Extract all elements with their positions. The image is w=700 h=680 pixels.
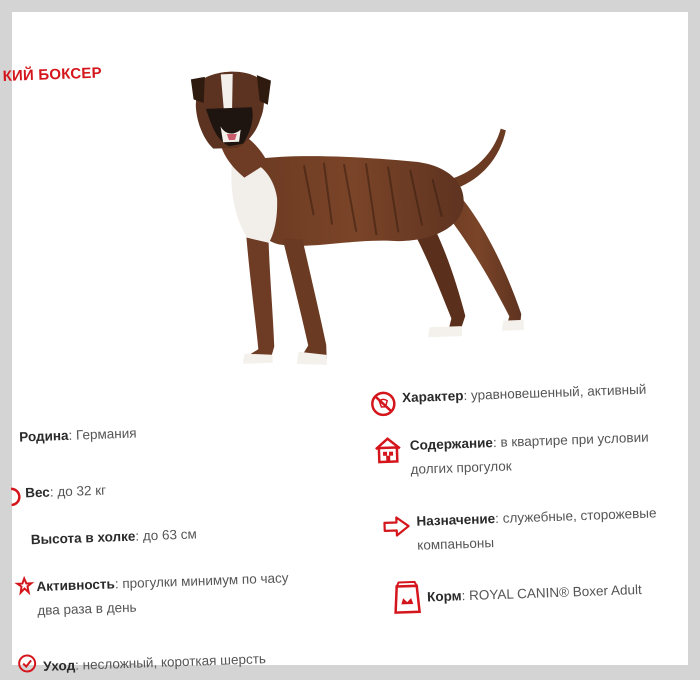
character-value: уравновешенный, активный [470,381,647,403]
row-origin: Родина: Германия [18,425,137,445]
no-bite-icon [370,390,397,417]
purpose-value-line2: компаньоны [417,535,495,553]
housing-label: Содержание [409,435,494,453]
row-care: Уход: несложный, короткая шерсть [43,651,267,674]
purpose-label: Назначение [416,511,496,529]
activity-value: прогулки минимум по часу [122,570,289,592]
row-weight: Вес: до 32 кг [24,482,107,501]
row-activity: Активность: прогулки минимум по часу два раза в день [36,566,290,623]
star-icon [16,577,33,594]
care-value: несложный, короткая шерсть [82,651,267,673]
check-circle-icon [17,653,38,674]
house-icon [373,435,402,464]
food-bag-icon [392,580,421,615]
row-housing: Содержание: в квартире при условии долгих прогулок [409,426,650,482]
breed-title: КИЙ БОКСЕР [2,64,103,85]
height-label: Высота в холке [30,528,136,548]
purpose-value: служебные, сторожевые [502,505,657,526]
food-label: Корм [426,588,462,605]
breed-card-sheet [1,0,699,676]
origin-label: Родина [18,427,69,445]
height-value: до 63 см [142,526,198,544]
housing-value-line2: долгих прогулок [410,458,512,477]
origin-value: Германия [75,425,137,443]
arrow-right-icon [382,515,411,538]
boxer-dog-image [181,58,532,380]
row-food: Корм: ROYAL CANIN® Boxer Adult [426,581,643,605]
care-label: Уход [43,657,76,674]
breed-card [2,12,688,674]
activity-value-line2: два раза в день [37,599,137,619]
row-character: Характер: уравновешенный, активный [401,381,647,406]
food-value: ROYAL CANIN® Boxer Adult [468,581,643,603]
housing-value: в квартире при условии [500,429,649,450]
character-label: Характер [401,388,464,406]
left-marker-icon [11,489,22,505]
weight-label: Вес [24,484,51,501]
row-purpose: Назначение: служебные, сторожевые компаньоны [416,501,658,557]
row-height: Высота в холке: до 63 см [30,526,198,548]
weight-value: до 32 кг [57,482,107,500]
activity-label: Активность [36,576,116,595]
